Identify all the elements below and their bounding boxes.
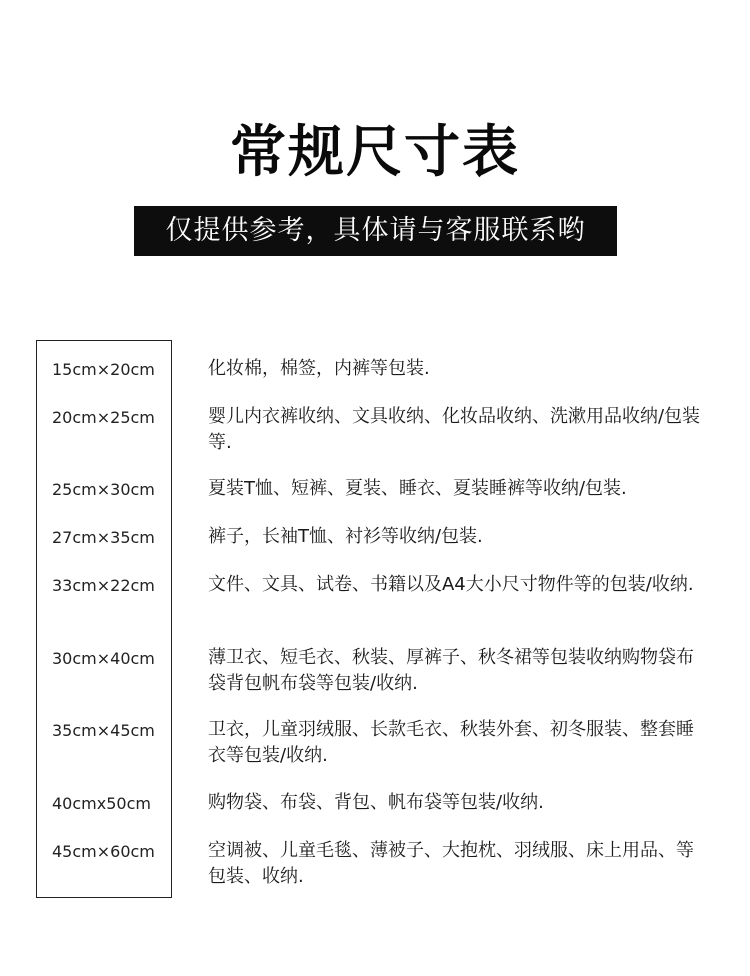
- size-label: 25cm×30cm: [52, 480, 155, 499]
- size-label: 35cm×45cm: [52, 721, 155, 740]
- usage-description: 购物袋、布袋、背包、帆布袋等包装/收纳.: [208, 792, 544, 813]
- size-label: 30cm×40cm: [52, 649, 155, 668]
- usage-description: 薄卫衣、短毛衣、秋装、厚裤子、秋冬裙等包装收纳购物袋布袋背包帆布袋等包装/收纳.: [208, 647, 694, 694]
- subtitle-banner: 仅提供参考，具体请与客服联系哟: [134, 206, 617, 256]
- usage-description: 夏装T恤、短裤、夏装、睡衣、夏装睡裤等收纳/包装.: [208, 478, 627, 499]
- usage-description: 婴儿内衣裤收纳、文具收纳、化妆品收纳、洗漱用品收纳/包装等.: [208, 406, 701, 453]
- page-title: 常规尺寸表: [230, 120, 520, 185]
- usage-description: 空调被、儿童毛毯、薄被子、大抱枕、羽绒服、床上用品、等包装、收纳.: [208, 840, 694, 887]
- usage-description: 卫衣，儿童羽绒服、长款毛衣、秋装外套、初冬服装、整套睡衣等包装/收纳.: [208, 719, 694, 766]
- usage-description: 文件、文具、试卷、书籍以及A4大小尺寸物件等的包装/收纳.: [208, 574, 694, 595]
- size-label: 33cm×22cm: [52, 576, 155, 595]
- size-label: 20cm×25cm: [52, 408, 155, 427]
- size-label: 15cm×20cm: [52, 360, 155, 379]
- size-label: 40cmx50cm: [52, 794, 151, 813]
- size-label: 45cm×60cm: [52, 842, 155, 861]
- usage-description: 化妆棉，棉签，内裤等包装.: [208, 358, 430, 379]
- usage-description: 裤子，长袖T恤、衬衫等收纳/包装.: [208, 526, 483, 547]
- size-label: 27cm×35cm: [52, 528, 155, 547]
